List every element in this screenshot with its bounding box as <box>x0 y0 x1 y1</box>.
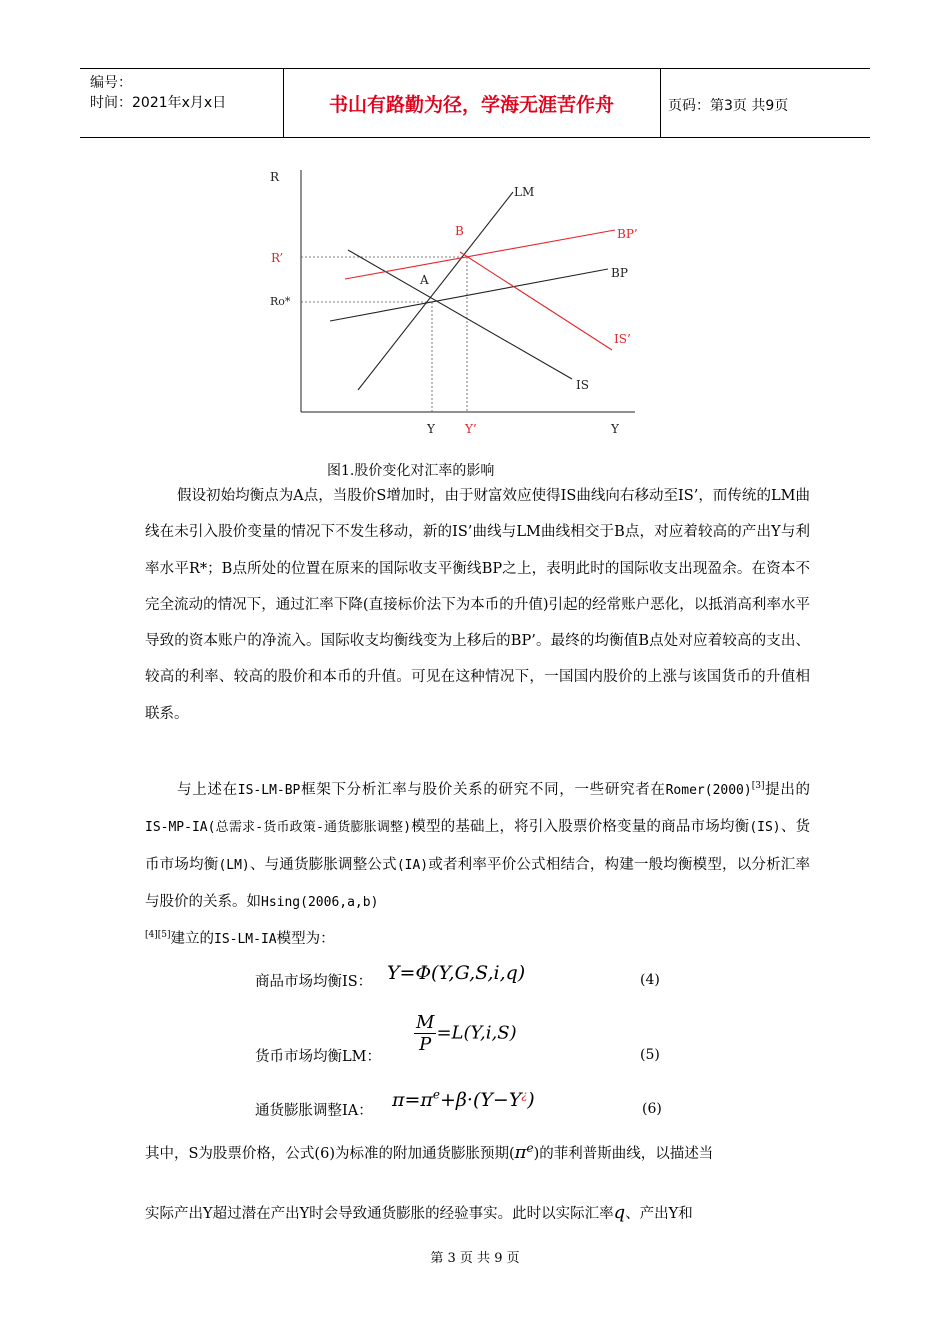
text-run: IS-MP-IA(总需求-货币政策-通货膨胀调整) <box>145 820 412 836</box>
text-run: +β·(Y−Y <box>440 1089 522 1111</box>
is-prime-label: IS’ <box>614 332 631 346</box>
y-tick-label: Y <box>427 422 435 436</box>
equation-4-number: (4) <box>640 972 660 988</box>
text-run: (LM) <box>218 857 250 873</box>
equation-5-label: 货币市场均衡LM： <box>255 1049 381 1065</box>
r0-label: Ro* <box>270 295 291 308</box>
text-run: (IS) <box>749 820 781 836</box>
is-prime-curve <box>460 252 612 350</box>
fraction-m-over-p <box>414 1012 436 1055</box>
text-run: 提出的 <box>764 782 811 798</box>
citation-ref: [3] <box>751 781 765 792</box>
equation-6 <box>392 1089 535 1111</box>
header-divider <box>660 69 661 137</box>
text-run: 、产出Y和 <box>625 1206 693 1222</box>
text-run: 、与通货膨胀调整公式 <box>249 856 397 873</box>
pi-symbol: π <box>514 1142 527 1163</box>
text-run: 实际产出Y超过潜在产出Y时会导致通货膨胀的经验事实。此时以实际汇率 <box>145 1206 614 1222</box>
is-lm-bp-figure <box>260 160 660 445</box>
bp-label: BP <box>611 266 628 280</box>
text-run: 建立的 <box>170 931 214 948</box>
q-symbol: q <box>613 1202 626 1223</box>
text-run: 其中，S为股票价格，公式(6)为标准的附加通货膨胀预期( <box>145 1146 515 1162</box>
text-run: 模型的基础上，将引入股票价格变量的商品市场均衡 <box>411 819 750 836</box>
superscript: ¿ <box>521 1088 528 1102</box>
paragraph-1: 假设初始均衡点为A点，当股价S增加时，由于财富效应使得IS曲线向右移动至IS’，而传统的LM曲线在未引入股价变量的情况下不发生移动，新的IS’曲线与LM曲线相交于B点，对应着较高的产出Y与利率水平R*；B点所处的位置在原来的国际收支平衡线BP之上，表明此时的国际收支出现盈余。在资本不完全流动的情况下，通过汇率下降(直接标价法下为本币的升值)引起的经常账户恶化，以抵消高利率水平导致的资本账户的净流入。国际收支均衡线变为上移后的BP’。最终的均衡值B点处对应着较高的支出、较高的利率、较高的股价和本币的升值。可见在这种情况下，一国国内股价的上涨与该国货币的升值相联系。 <box>145 488 810 722</box>
equation-6-number: (6) <box>642 1101 662 1117</box>
y-axis-label: R <box>270 170 280 184</box>
header-meta <box>90 73 226 113</box>
equation-5-number: (5) <box>640 1047 660 1063</box>
text-run: 框架下分析汇率与股价关系的研究不同，一些研究者在 <box>300 782 666 798</box>
r-prime-label: R’ <box>271 251 284 265</box>
header-page-code: 页码：第3页 共9页 <box>668 98 789 114</box>
point-a-label: A <box>420 273 429 287</box>
page-footer: 第 3 页 共 9 页 <box>430 1251 520 1266</box>
header-time: 时间：2021年x月x日 <box>90 95 227 111</box>
equation-4: Y=Φ(Y,G,S,i,q) <box>387 962 526 984</box>
equation-6-label: 通货膨胀调整IA： <box>255 1103 373 1119</box>
text-line <box>145 1142 713 1163</box>
numerator: M <box>416 1012 435 1033</box>
figure-caption: 图1.股价变化对汇率的影响 <box>327 463 495 479</box>
equation-4-label: 商品市场均衡IS： <box>255 974 373 990</box>
is-label: IS <box>576 378 589 392</box>
text-run: 与上述在 <box>177 782 238 798</box>
bp-curve <box>330 269 608 321</box>
lm-label: LM <box>514 185 535 199</box>
denominator: P <box>419 1034 432 1055</box>
header-table <box>80 68 870 138</box>
text-run: ) <box>527 1089 535 1111</box>
text-run: Romer(2000) <box>665 783 752 798</box>
text-line <box>145 1202 693 1223</box>
header-number: 编号： <box>90 75 132 91</box>
x-axis-label: Y <box>611 422 619 436</box>
text-run: (IA) <box>396 857 429 873</box>
text-run: )的菲利普斯曲线，以描述当 <box>533 1146 714 1162</box>
text-run: IS-LM-IA <box>214 932 277 948</box>
text-run: 或者利率平价公式相结合，构建一般均衡模型，以分析汇率与股价的关系。如 <box>145 856 810 910</box>
equation-5-rhs: =L(Y,i,S) <box>436 1022 517 1044</box>
bp-prime-label: BP’ <box>617 227 638 241</box>
text-run: 模型为： <box>276 931 335 948</box>
equation-5 <box>414 1012 517 1055</box>
citation-ref: [4][5] <box>145 930 171 941</box>
text-run: IS-LM-BP <box>237 783 301 798</box>
point-b-label: B <box>455 224 464 238</box>
header-motto: 书山有路勤为径，学海无涯苦作舟 <box>328 94 614 116</box>
text-run: 、货币市场均衡 <box>145 819 811 873</box>
y-prime-tick-label: Y’ <box>465 422 477 436</box>
superscript: e <box>432 1087 441 1102</box>
paragraph-2 <box>145 772 810 958</box>
text-run: π=π <box>392 1089 433 1111</box>
bp-prime-curve <box>345 230 615 279</box>
text-run: Hsing(2006,a,b) <box>261 894 379 910</box>
superscript: e <box>526 1141 534 1156</box>
